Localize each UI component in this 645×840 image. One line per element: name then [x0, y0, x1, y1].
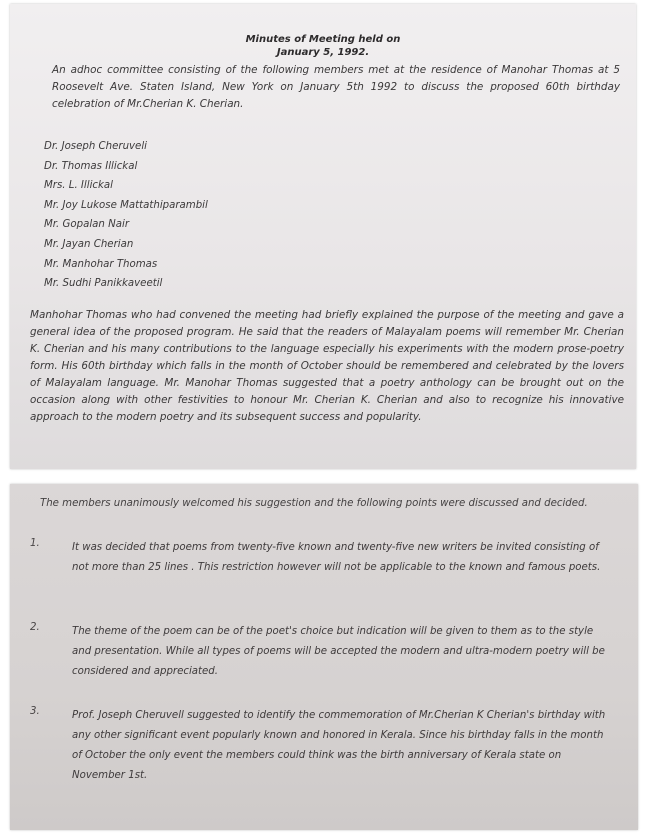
- member-item: Mrs. L. Illickal: [44, 180, 113, 192]
- member-item: Mr. Joy Lukose Mattathiparambil: [44, 199, 208, 211]
- point-text: It was decided that poems from twenty-five known and twenty-five new writers be invited consisting of not more than 25 lines . This restriction however will not be applicable to the known and famous poets.: [72, 542, 601, 573]
- member-item: Mr. Manhohar Thomas: [44, 258, 158, 270]
- members-list: [44, 137, 208, 294]
- member-item: Dr. Thomas Illickal: [44, 160, 138, 172]
- point-number: 1.: [30, 538, 40, 549]
- member-item: Mr. Gopalan Nair: [44, 219, 130, 231]
- member-item: Mr. Jayan Cherian: [44, 238, 134, 250]
- decisions-intro: The members unanimously welcomed his suggestion and the following points were discussed and decided.: [40, 498, 588, 509]
- member-item: Dr. Joseph Cheruveli: [44, 141, 147, 152]
- minutes-title: Minutes of Meeting held on: [245, 34, 401, 45]
- point-number: 2.: [30, 622, 40, 633]
- point-text: Prof. Joseph Cheruvell suggested to identify the commemoration of Mr.Cherian K Cherian's birthday with any other significant event popularly known and honored in Kerala. Since his birthday falls in the month of October the only event the members could think was the birth anniversary of Kerala state on November 1st.: [72, 710, 606, 781]
- intro-paragraph: An adhoc committee consisting of the following members met at the residence of Manohar Thomas at 5 Roosevelt Ave. Staten Island, New York on January 5th 1992 to discuss the proposed 60th birthday celebration of Mr.Cherian K. Cherian.: [52, 64, 620, 110]
- document-page-top: [10, 4, 636, 469]
- body-paragraph: Manhohar Thomas who had convened the meeting had briefly explained the purpose of the meeting and gave a general idea of the proposed program. He said that the readers of Malayalam poems will remember Mr. Cherian K. Cherian and his many contributions to the language especially his experiments with the modern prose-poetry form. His 60th birthday which falls in the month of October should be remembered and celebrated by the lovers of Malayalam language. Mr. Manohar Thomas suggested that a poetry anthology can be brought out on the occasion along with other festivities to honour Mr. Cherian K. Cherian and also to recognize his innovative approach to the modern poetry and its subsequent success and popularity.: [30, 309, 624, 423]
- point-text: The theme of the poem can be of the poet's choice but indication will be given to them as to the style and presentation. While all types of poems will be accepted the modern and ultra-modern poetry will be considered and appreciated.: [72, 626, 605, 677]
- member-item: Mr. Sudhi Panikkaveetil: [44, 278, 163, 290]
- point-number: 3.: [30, 706, 40, 717]
- minutes-date: January 5, 1992.: [276, 47, 370, 58]
- document-page-bottom: [10, 484, 638, 830]
